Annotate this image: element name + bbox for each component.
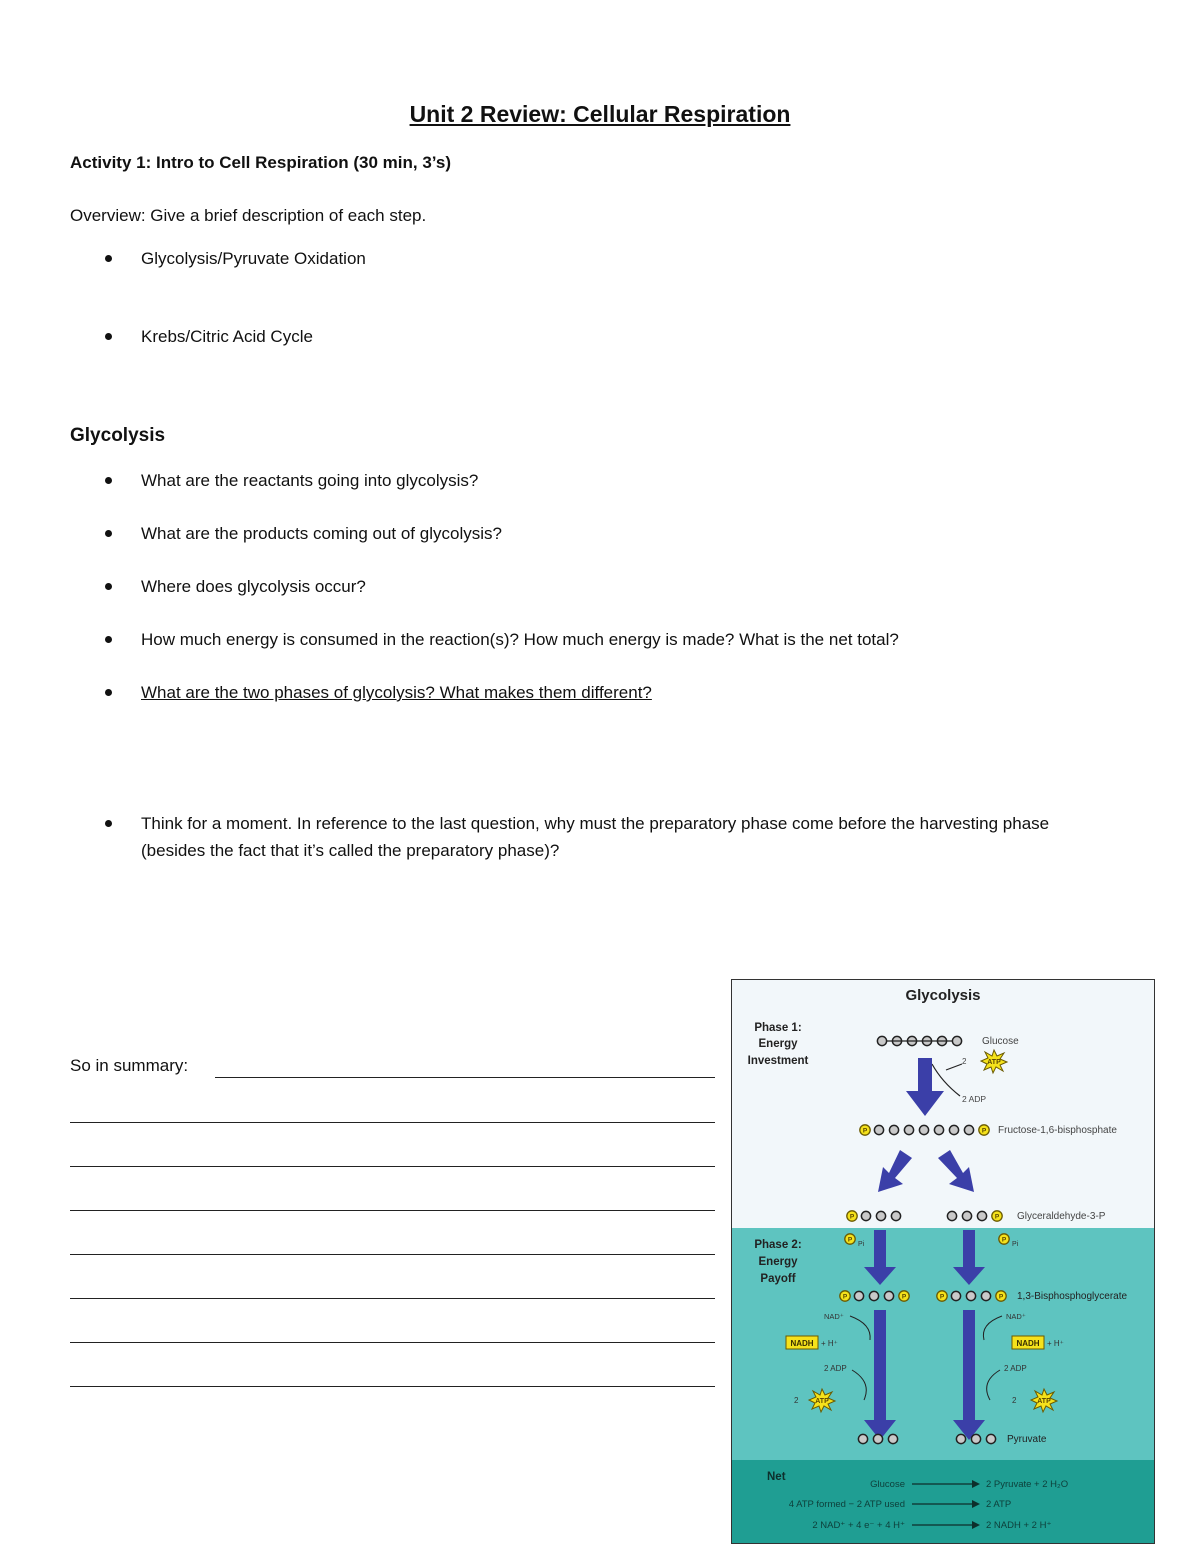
phase1-label-line: Investment [747,1055,809,1067]
atp-in-count: 2 [962,1057,967,1066]
net-row-right: 2 NADH + 2 H⁺ [986,1520,1052,1531]
answer-line[interactable] [70,1166,715,1167]
glycolysis-heading: Glycolysis [70,425,166,446]
bullet-dot [105,583,112,590]
net-row-right: 2 ATP [986,1499,1012,1510]
glycolysis-figure [732,980,1154,1543]
adp-label-left: 2 ADP [824,1364,847,1373]
phase1-label-line: Phase 1: [754,1022,802,1034]
adp-label-right: 2 ADP [1004,1364,1027,1373]
overview-prompt: Overview: Give a brief description of each step. [70,206,427,225]
bullet-dot [105,530,112,537]
phase2-label-line: Payoff [760,1273,796,1285]
question-think: Think for a moment. In reference to the last question, why must the preparatory phase come before the harvesting phase (besides the fact that it’s called the preparatory phase)? [141,814,1050,860]
net-row-left: 4 ATP formed − 2 ATP used [788,1499,905,1510]
pi-label-left: Pi [858,1241,865,1248]
nadh-label-right: NADH [1016,1339,1040,1348]
question-reactants: What are the reactants going into glycolysis? [141,471,479,490]
glucose-label: Glucose [982,1036,1019,1047]
net-label: Net [767,1471,786,1483]
bullet-dot [105,689,112,696]
answer-line[interactable] [70,1210,715,1211]
answer-line[interactable] [70,1122,715,1123]
phase1-panel [732,980,1154,1228]
atp-out-count-right: 2 [1012,1396,1017,1405]
pi-label-right: Pi [1012,1241,1019,1248]
question-location: Where does glycolysis occur? [141,577,366,596]
phosphate-left [845,1234,855,1244]
answer-line[interactable] [70,1298,715,1299]
question-phases: What are the two phases of glycolysis? What makes them different? [141,683,652,702]
bullet-dot [105,820,112,827]
diagram-title: Glycolysis [905,987,981,1004]
phosphate-right [999,1234,1009,1244]
fructose-bisphosphate-molecule [860,1125,989,1135]
h-plus-left: + H⁺ [821,1339,838,1348]
answer-line[interactable] [70,1342,715,1343]
phase1-label-line: Energy [758,1038,798,1050]
net-row-left: 2 NAD⁺ + 4 e⁻ + 4 H⁺ [812,1520,905,1531]
bullet-dot [105,636,112,643]
phase2-label-line: Energy [758,1256,798,1268]
bullet-dot [105,255,112,262]
answer-line[interactable] [70,1254,715,1255]
summary-label: So in summary: [70,1056,189,1075]
bullet-dot [105,477,112,484]
page-title: Unit 2 Review: Cellular Respiration [409,101,791,127]
question-products: What are the products coming out of glycolysis? [141,524,502,543]
adp-label-phase1: 2 ADP [962,1094,987,1104]
pyruvate-molecule-left [858,1434,897,1443]
nad-label-right: NAD⁺ [1006,1312,1026,1321]
overview-item-krebs: Krebs/Citric Acid Cycle [141,327,313,346]
atp-out-count-left: 2 [794,1396,799,1405]
h-plus-right: + H⁺ [1047,1339,1064,1348]
net-row-right: 2 Pyruvate + 2 H₂O [986,1479,1069,1490]
question-energy: How much energy is consumed in the reaction(s)? How much energy is made? What is the net total? [141,630,899,649]
pyruvate-molecule-right [956,1434,995,1443]
nad-label-left: NAD⁺ [824,1312,844,1321]
pyruvate-label: Pyruvate [1007,1434,1047,1445]
fructose-label: Fructose-1,6-bisphosphate [998,1125,1117,1136]
answer-line[interactable] [70,1386,715,1387]
g3p-label: Glyceraldehyde-3-P [1017,1211,1106,1222]
activity-heading: Activity 1: Intro to Cell Respiration (30 min, 3’s) [70,153,451,172]
overview-item-glycolysis: Glycolysis/Pyruvate Oxidation [141,249,366,268]
answer-line[interactable] [215,1077,715,1078]
nadh-label-left: NADH [790,1339,814,1348]
bpg-label: 1,3-Bisphosphoglycerate [1017,1291,1128,1302]
net-row-left: Glucose [870,1479,905,1490]
bullet-dot [105,333,112,340]
phase2-label-line: Phase 2: [754,1239,802,1251]
glycolysis-diagram [731,979,1155,1544]
